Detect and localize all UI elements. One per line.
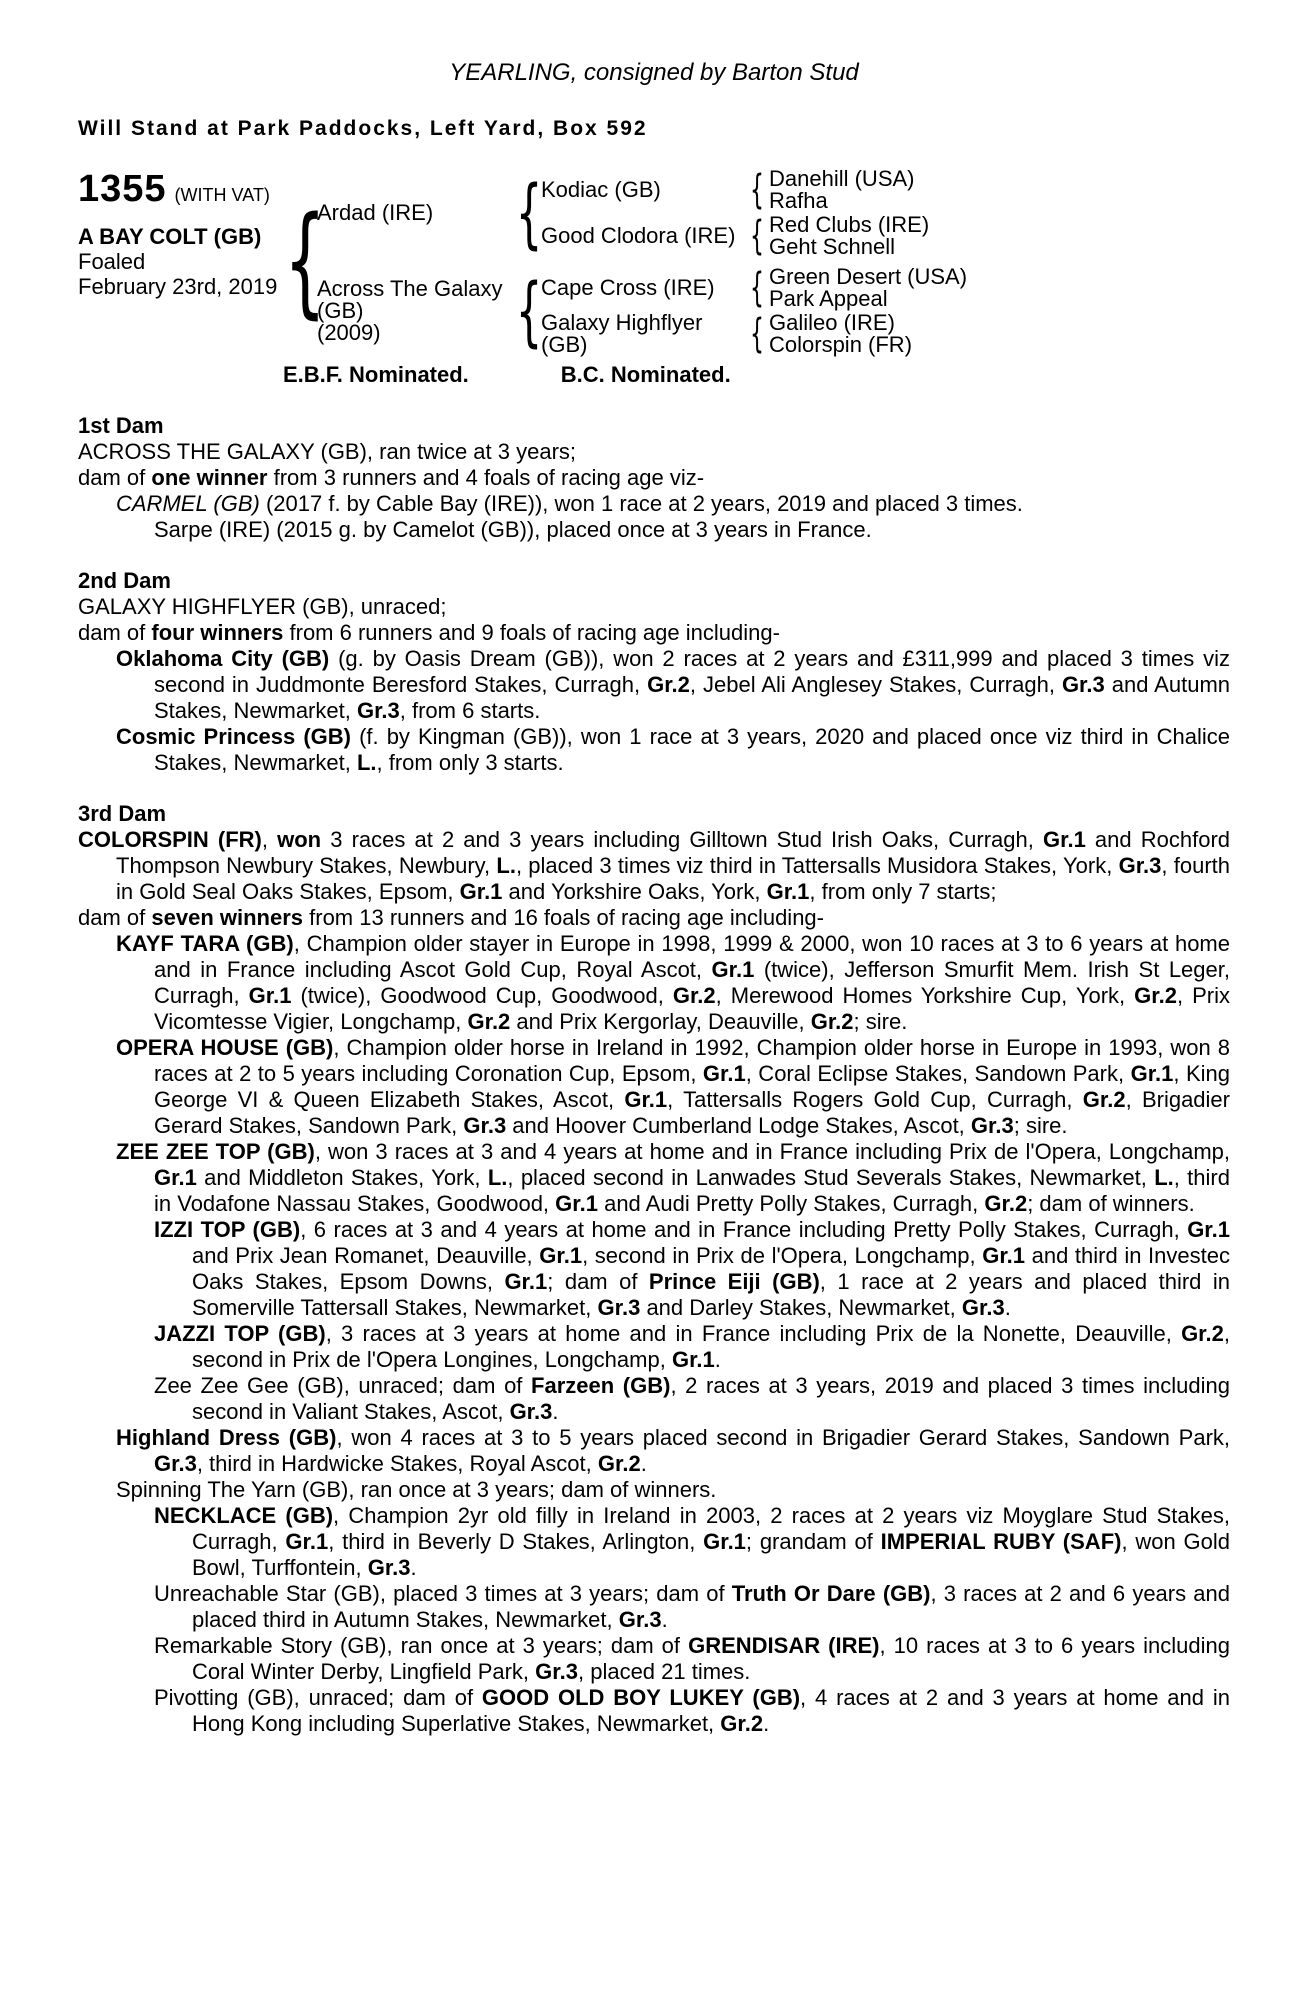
text-segment: Gr.3 xyxy=(367,1555,411,1580)
foaled-label: Foaled xyxy=(78,249,146,274)
text-segment: Gr.2 xyxy=(647,672,690,697)
section-heading: 1st Dam xyxy=(78,413,164,438)
great-grandparents-pair xyxy=(769,168,915,212)
text-segment: , 4 races at 2 and 3 years at home and in Hong Kong including Superlative Stakes, Newmarket, xyxy=(192,1685,1230,1736)
catalogue-paragraph xyxy=(116,724,1230,776)
text-segment: L. xyxy=(496,853,516,878)
pedigree-brace-icon: { xyxy=(515,168,543,257)
text-segment: dam of xyxy=(78,905,152,930)
text-segment: ; dam of xyxy=(547,1269,649,1294)
text-segment: (f. by Kingman (GB)), won 1 race at 3 years, 2020 and placed once viz third in Chalice Stakes, Newmarket, xyxy=(154,724,1230,775)
catalogue-paragraph xyxy=(116,1035,1230,1139)
great-grandparents-pair xyxy=(769,214,929,258)
text-segment: , won 4 races at 3 to 5 years placed second in Brigadier Gerard Stakes, Sandown Park, xyxy=(336,1425,1231,1450)
text-segment: Gr.1 xyxy=(1130,1061,1174,1086)
text-segment: , third in Beverly D Stakes, Arlington, xyxy=(328,1529,704,1554)
sire-branch xyxy=(317,168,967,258)
text-segment: Gr.1 xyxy=(982,1243,1026,1268)
pedigree-brace-icon: { xyxy=(750,213,765,259)
catalogue-paragraph xyxy=(154,1503,1230,1581)
pedigree-brace-icon: { xyxy=(750,311,765,357)
text-segment: from 6 runners and 9 foals of racing age including- xyxy=(283,620,780,645)
text-segment: IZZI TOP (GB) xyxy=(154,1217,301,1242)
text-segment: and third in Investec Oaks Stakes, Epsom Downs, xyxy=(192,1243,1230,1294)
text-segment: ; sire. xyxy=(853,1009,908,1034)
text-segment: Gr.3 xyxy=(961,1295,1005,1320)
catalogue-paragraph xyxy=(154,1217,1231,1321)
text-segment: , Jebel Ali Anglesey Stakes, Curragh, xyxy=(689,672,1062,697)
text-segment: Gr.2 xyxy=(810,1009,854,1034)
text-segment: GRENDISAR (IRE) xyxy=(688,1633,880,1658)
text-segment: CARMEL (GB) xyxy=(116,491,260,516)
text-segment: Gr.2 xyxy=(1082,1087,1126,1112)
text-segment: Gr.1 xyxy=(248,983,292,1008)
lot-number: 1355 xyxy=(78,168,167,210)
dam-sections xyxy=(78,413,1230,1737)
text-segment: , 1 race at 2 years and placed third in Somerville Tattersall Stakes, Newmarket, xyxy=(192,1269,1231,1320)
great-granddam-name: Park Appeal xyxy=(769,286,888,311)
text-segment: . xyxy=(640,1451,647,1476)
text-segment: Truth Or Dare (GB) xyxy=(731,1581,931,1606)
text-segment: and Audi Pretty Polly Stakes, Curragh, xyxy=(597,1191,985,1216)
text-segment: , placed 21 times. xyxy=(577,1659,751,1684)
lot-info-block xyxy=(78,168,293,299)
text-segment: four winners xyxy=(151,620,284,645)
sire-dam-name: Good Clodora (IRE) xyxy=(541,223,736,248)
text-segment: , Champion 2yr old filly in Ireland in 2003, 2 races at 2 years viz Moyglare Stud Stakes, Curragh, xyxy=(192,1503,1230,1554)
text-segment: and Yorkshire Oaks, York, xyxy=(502,879,767,904)
section-heading: 2nd Dam xyxy=(78,568,171,593)
text-segment: , placed 3 times viz third in Tattersalls Musidora Stakes, York, xyxy=(515,853,1119,878)
text-segment: , Brigadier Gerard Stakes, Sandown Park, xyxy=(154,1087,1230,1138)
text-segment: Gr.3 xyxy=(618,1607,662,1632)
text-segment: Prince Eiji (GB) xyxy=(648,1269,820,1294)
text-segment: and Prix Kergorlay, Deauville, xyxy=(510,1009,811,1034)
text-segment: Gr.1 xyxy=(702,1061,746,1086)
text-segment: L. xyxy=(1154,1165,1174,1190)
bc-nominated-label: B.C. Nominated. xyxy=(560,362,731,387)
text-segment: Cosmic Princess (GB) xyxy=(116,724,351,749)
great-grandparents-pair xyxy=(769,266,967,310)
text-segment: , placed second in Lanwades Stud Severals Stakes, Newmarket, xyxy=(507,1165,1155,1190)
text-segment: . xyxy=(661,1607,668,1632)
catalogue-paragraph xyxy=(154,1321,1230,1373)
text-segment: won xyxy=(277,827,322,852)
catalogue-paragraph xyxy=(116,646,1231,724)
catalogue-paragraph xyxy=(154,1581,1230,1633)
text-segment: Gr.1 xyxy=(1187,1217,1230,1242)
text-segment: Gr.3 xyxy=(970,1113,1014,1138)
colt-description: A BAY COLT (GB) xyxy=(78,224,262,249)
text-segment: seven winners xyxy=(151,905,304,930)
text-segment: Gr.1 xyxy=(459,879,503,904)
text-segment: (twice), Goodwood Cup, Goodwood, xyxy=(291,983,673,1008)
text-segment: Gr.3 xyxy=(1118,853,1162,878)
text-segment: Gr.3 xyxy=(1061,672,1105,697)
text-segment: . xyxy=(552,1399,559,1424)
text-segment: Spinning The Yarn (GB), ran once at 3 years; dam of winners. xyxy=(116,1477,717,1502)
text-segment: , Tattersalls Rogers Gold Cup, Curragh, xyxy=(667,1087,1083,1112)
foaled-date: February 23rd, 2019 xyxy=(78,274,278,299)
text-segment: Gr.2 xyxy=(1134,983,1177,1008)
text-segment: Gr.3 xyxy=(463,1113,507,1138)
text-segment: Gr.3 xyxy=(154,1451,197,1476)
text-segment: , from 6 starts. xyxy=(399,698,541,723)
text-segment: , 6 races at 3 and 4 years at home and in France including Pretty Polly Stakes, Curragh, xyxy=(300,1217,1188,1242)
text-segment: . xyxy=(410,1555,417,1580)
text-segment: and Rochford Thompson Newbury Stakes, Newbury, xyxy=(116,827,1231,878)
text-segment: , Prix Vicomtesse Vigier, Longchamp, xyxy=(154,983,1231,1034)
great-grandsire-name: Galileo (IRE) xyxy=(769,310,895,335)
dam-sire-branch xyxy=(541,266,967,310)
text-segment: , 3 races at 3 years at home and in France including Prix de la Nonette, Deauville, xyxy=(325,1321,1182,1346)
catalogue-paragraph xyxy=(78,827,1231,905)
text-segment: , Merewood Homes Yorkshire Cup, York, xyxy=(715,983,1135,1008)
text-segment: , King George VI & Queen Elizabeth Stakes, Ascot, xyxy=(154,1061,1230,1112)
page-title: YEARLING, consigned by Barton Stud xyxy=(449,59,859,86)
great-granddam-name: Colorspin (FR) xyxy=(769,332,913,357)
text-segment: GALAXY HIGHFLYER (GB), unraced; xyxy=(78,594,447,619)
text-segment: Gr.1 xyxy=(154,1165,197,1190)
text-segment: and Prix Jean Romanet, Deauville, xyxy=(192,1243,540,1268)
text-segment: , from only 3 starts. xyxy=(376,750,564,775)
text-segment: , from only 7 starts; xyxy=(809,879,997,904)
text-segment: OPERA HOUSE (GB) xyxy=(116,1035,334,1060)
sire-dam-branch xyxy=(541,214,929,258)
text-segment: one winner xyxy=(151,465,268,490)
text-segment: (twice), Jefferson Smurfit Mem. Irish St Leger, Curragh, xyxy=(154,957,1230,1008)
text-segment: Gr.1 xyxy=(539,1243,583,1268)
text-segment: Gr.1 xyxy=(624,1087,668,1112)
great-grandparents-pair xyxy=(769,312,912,356)
dam-grandparents-column xyxy=(541,266,967,356)
generation-2-column xyxy=(317,168,967,356)
text-segment: , 10 races at 3 to 6 years including Coral Winter Derby, Lingfield Park, xyxy=(192,1633,1230,1684)
text-segment: (2017 f. by Cable Bay (IRE)), won 1 race at 2 years, 2019 and placed 3 times. xyxy=(259,491,1023,516)
text-segment: from 13 runners and 16 foals of racing age including- xyxy=(303,905,824,930)
text-segment: Gr.1 xyxy=(1043,827,1086,852)
sire-grandparents-column xyxy=(541,168,929,258)
text-segment: Highland Dress (GB) xyxy=(116,1425,337,1450)
text-segment: 3 races at 2 and 3 years including Gilltown Stud Irish Oaks, Curragh, xyxy=(321,827,1043,852)
text-segment: dam of xyxy=(78,465,152,490)
catalogue-paragraph xyxy=(154,517,1230,543)
great-grandsire-name: Red Clubs (IRE) xyxy=(769,212,930,237)
text-segment: ZEE ZEE TOP (GB) xyxy=(116,1139,315,1164)
text-segment: and Darley Stakes, Newmarket, xyxy=(640,1295,962,1320)
text-segment: L. xyxy=(487,1165,508,1190)
text-segment: , third in Hardwicke Stakes, Royal Ascot, xyxy=(196,1451,598,1476)
text-segment: , Coral Eclipse Stakes, Sandown Park, xyxy=(745,1061,1131,1086)
text-segment: dam of xyxy=(78,620,152,645)
sire-name: Ardad (IRE) xyxy=(317,200,434,225)
text-segment: NECKLACE (GB) xyxy=(154,1503,334,1528)
text-segment: Gr.3 xyxy=(509,1399,553,1424)
sire-sire-name: Kodiac (GB) xyxy=(541,177,661,202)
dam-name: Across The Galaxy (GB) xyxy=(317,276,503,323)
text-segment: and Autumn Stakes, Newmarket, xyxy=(154,672,1231,723)
text-segment: and Middleton Stakes, York, xyxy=(196,1165,488,1190)
great-grandsire-name: Green Desert (USA) xyxy=(769,264,968,289)
text-segment: (g. by Oasis Dream (GB)), won 2 races at 2 years and £311,999 and placed 3 times viz second in Juddmonte Beresford Stakes, Curragh, xyxy=(154,646,1230,697)
text-segment: ; dam of winners. xyxy=(1027,1191,1195,1216)
dam-dam-branch xyxy=(541,312,967,356)
pedigree-table xyxy=(78,168,1230,356)
dam-year: (2009) xyxy=(317,320,381,345)
catalogue-paragraph xyxy=(116,491,1230,517)
catalogue-paragraph xyxy=(116,1477,1230,1503)
nominations-line xyxy=(78,362,1230,388)
pedigree-brace-icon: { xyxy=(750,167,765,213)
text-segment: , 3 races at 2 and 6 years and placed third in Autumn Stakes, Newmarket, xyxy=(192,1581,1230,1632)
pedigree-brace-icon: { xyxy=(284,192,327,331)
dam-sire-name: Cape Cross (IRE) xyxy=(541,275,715,300)
text-segment: Gr.1 xyxy=(703,1529,746,1554)
text-segment: Gr.1 xyxy=(285,1529,329,1554)
text-segment: Gr.3 xyxy=(535,1659,578,1684)
vat-note: (WITH VAT) xyxy=(174,185,270,205)
text-segment: ACROSS THE GALAXY (GB), ran twice at 3 years; xyxy=(78,439,577,464)
text-segment: , fourth in Gold Seal Oaks Stakes, Epsom, xyxy=(116,853,1231,904)
text-segment: Gr.1 xyxy=(766,879,810,904)
text-segment: Gr.3 xyxy=(597,1295,641,1320)
dam-dam-name: Galaxy Highflyer (GB) xyxy=(541,310,703,357)
text-segment: Gr.2 xyxy=(1181,1321,1224,1346)
text-segment: from 3 runners and 4 foals of racing age viz- xyxy=(267,465,705,490)
text-segment: ; grandam of xyxy=(745,1529,881,1554)
text-segment: Gr.1 xyxy=(555,1191,598,1216)
text-segment: Gr.2 xyxy=(672,983,716,1008)
text-segment: Gr.2 xyxy=(467,1009,511,1034)
text-segment: COLORSPIN (FR) xyxy=(78,827,262,852)
text-segment: KAYF TARA (GB) xyxy=(116,931,294,956)
sire-sire-branch xyxy=(541,168,929,212)
text-segment: Gr.1 xyxy=(504,1269,548,1294)
text-segment: . xyxy=(714,1347,721,1372)
text-segment: Gr.1 xyxy=(711,957,755,982)
text-segment: Gr.2 xyxy=(984,1191,1028,1216)
text-segment: , third in Vodafone Nassau Stakes, Goodwood, xyxy=(154,1165,1230,1216)
text-segment: Gr.3 xyxy=(356,698,400,723)
great-granddam-name: Geht Schnell xyxy=(769,234,895,259)
text-segment: Gr.1 xyxy=(671,1347,715,1372)
catalogue-paragraph xyxy=(78,465,1230,491)
text-segment: Farzeen (GB) xyxy=(531,1373,671,1398)
catalogue-paragraph xyxy=(78,620,1230,646)
text-segment: Zee Zee Gee (GB), unraced; dam of xyxy=(154,1373,532,1398)
catalogue-paragraph xyxy=(154,1633,1230,1685)
catalogue-paragraph xyxy=(154,1373,1230,1425)
text-segment: , won Gold Bowl, Turffontein, xyxy=(192,1529,1230,1580)
catalogue-paragraph xyxy=(78,905,1230,931)
text-segment: IMPERIAL RUBY (SAF) xyxy=(880,1529,1122,1554)
catalogue-paragraph xyxy=(116,1139,1230,1217)
text-segment: JAZZI TOP (GB) xyxy=(154,1321,326,1346)
great-grandsire-name: Danehill (USA) xyxy=(769,166,915,191)
text-segment: . xyxy=(763,1711,770,1736)
text-segment: , Champion older stayer in Europe in 1998, 1999 & 2000, won 10 races at 3 to 6 years at home and in France including Ascot Gold Cup, Royal Ascot, xyxy=(154,931,1230,982)
dam-branch xyxy=(317,266,967,356)
pedigree-brace-icon: { xyxy=(515,266,543,355)
text-segment: , won 3 races at 3 and 4 years at home and in France including Prix de l'Opera, Longchamp, xyxy=(314,1139,1230,1164)
text-segment: Oklahoma City (GB) xyxy=(116,646,330,671)
lot-number-line xyxy=(78,168,293,210)
ebf-nominated-label: E.B.F. Nominated. xyxy=(283,362,469,387)
text-segment: Pivotting (GB), unraced; dam of xyxy=(154,1685,482,1710)
text-segment: Unreachable Star (GB), placed 3 times at 3 years; dam of xyxy=(154,1581,732,1606)
catalogue-paragraph xyxy=(116,1425,1231,1477)
text-segment: . xyxy=(1004,1295,1011,1320)
text-segment: , 2 races at 3 years, 2019 and placed 3 times including second in Valiant Stakes, Ascot, xyxy=(192,1373,1230,1424)
pedigree-brace-icon: { xyxy=(750,265,765,311)
catalogue-paragraph xyxy=(116,931,1231,1035)
dam-name-block xyxy=(317,278,517,344)
great-granddam-name: Rafha xyxy=(769,188,828,213)
section-heading: 3rd Dam xyxy=(78,801,167,826)
text-segment: Remarkable Story (GB), ran once at 3 years; dam of xyxy=(154,1633,689,1658)
stand-location-line: Will Stand at Park Paddocks, Left Yard, Box 592 xyxy=(78,117,648,140)
text-segment: Sarpe (IRE) (2015 g. by Camelot (GB)), placed once at 3 years in France. xyxy=(154,517,872,542)
text-segment: GOOD OLD BOY LUKEY (GB) xyxy=(481,1685,801,1710)
text-segment: Gr.2 xyxy=(597,1451,641,1476)
text-segment: Gr.2 xyxy=(720,1711,764,1736)
text-segment: , second in Prix de l'Opera Longines, Longchamp, xyxy=(192,1321,1230,1372)
text-segment: , second in Prix de l'Opera, Longchamp, xyxy=(582,1243,983,1268)
text-segment: and Hoover Cumberland Lodge Stakes, Ascot, xyxy=(506,1113,971,1138)
catalogue-paragraph xyxy=(78,439,1230,465)
text-segment: , xyxy=(261,827,278,852)
catalogue-paragraph xyxy=(154,1685,1230,1737)
catalogue-paragraph xyxy=(78,594,1230,620)
text-segment: L. xyxy=(356,750,377,775)
text-segment: , Champion older horse in Ireland in 1992, Champion older horse in Europe in 1993, won 8 races at 2 to 5 years including Coronation Cup, Epsom, xyxy=(154,1035,1230,1086)
text-segment: ; sire. xyxy=(1013,1113,1068,1138)
